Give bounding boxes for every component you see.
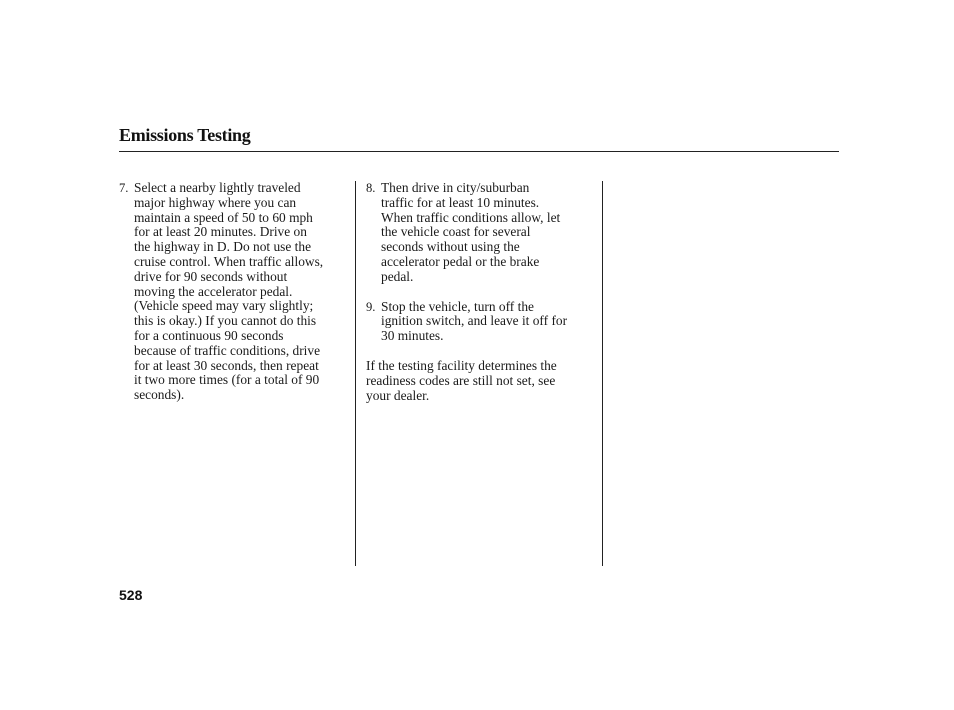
text-line: cruise control. When traffic allows, [134, 253, 324, 269]
column-divider-left [355, 181, 356, 566]
text-line: (Vehicle speed may vary slightly; [134, 298, 314, 314]
text-line: the highway in D. Do not use the [134, 239, 312, 255]
text-line: for at least 20 minutes. Drive on [134, 224, 307, 240]
text-line: Stop the vehicle, turn off the [381, 298, 534, 314]
text-line: moving the accelerator pedal. [134, 283, 293, 299]
left-column [119, 181, 351, 418]
text-line: your dealer. [366, 387, 430, 403]
text-line: maintain a speed of 50 to 60 mph [134, 209, 313, 225]
step-7 [119, 181, 351, 403]
step-number: 7. [119, 181, 129, 195]
title-underline [119, 151, 839, 152]
text-line: this is okay.) If you cannot do this [134, 313, 317, 329]
dealer-note [366, 359, 598, 403]
page-title: Emissions Testing [119, 125, 251, 145]
step-8 [366, 181, 598, 285]
text-line: for at least 30 seconds, then repeat [134, 357, 319, 373]
text-line: the vehicle coast for several [381, 224, 531, 240]
text-line: seconds). [134, 387, 185, 403]
text-line: readiness codes are still not set, see [366, 372, 556, 388]
text-line: because of traffic conditions, drive [134, 342, 321, 358]
text-line: it two more times (for a total of 90 [134, 372, 320, 388]
column-divider-right [602, 181, 603, 566]
step-text [134, 181, 351, 403]
text-line: ignition switch, and leave it off for [381, 313, 568, 329]
text-line: Select a nearby lightly traveled [134, 180, 301, 195]
text-line: seconds without using the [381, 239, 520, 255]
text-line: drive for 90 seconds without [134, 268, 288, 284]
middle-column [366, 181, 598, 403]
text-line: 30 minutes. [381, 328, 444, 344]
text-line: traffic for at least 10 minutes. [381, 194, 540, 210]
text-line: accelerator pedal or the brake [381, 253, 540, 269]
step-text [381, 181, 598, 285]
text-line: for a continuous 90 seconds [134, 327, 284, 343]
text-line: Then drive in city/suburban [381, 180, 530, 195]
step-9 [366, 300, 598, 344]
text-line: major highway where you can [134, 194, 297, 210]
text-line: When traffic conditions allow, let [381, 209, 561, 225]
step-number: 9. [366, 299, 376, 314]
text-line: pedal. [381, 268, 414, 284]
page-number: 528 [119, 587, 143, 603]
step-text [381, 300, 598, 344]
text-line: If the testing facility determines the [366, 357, 557, 373]
step-number: 8. [366, 181, 376, 195]
